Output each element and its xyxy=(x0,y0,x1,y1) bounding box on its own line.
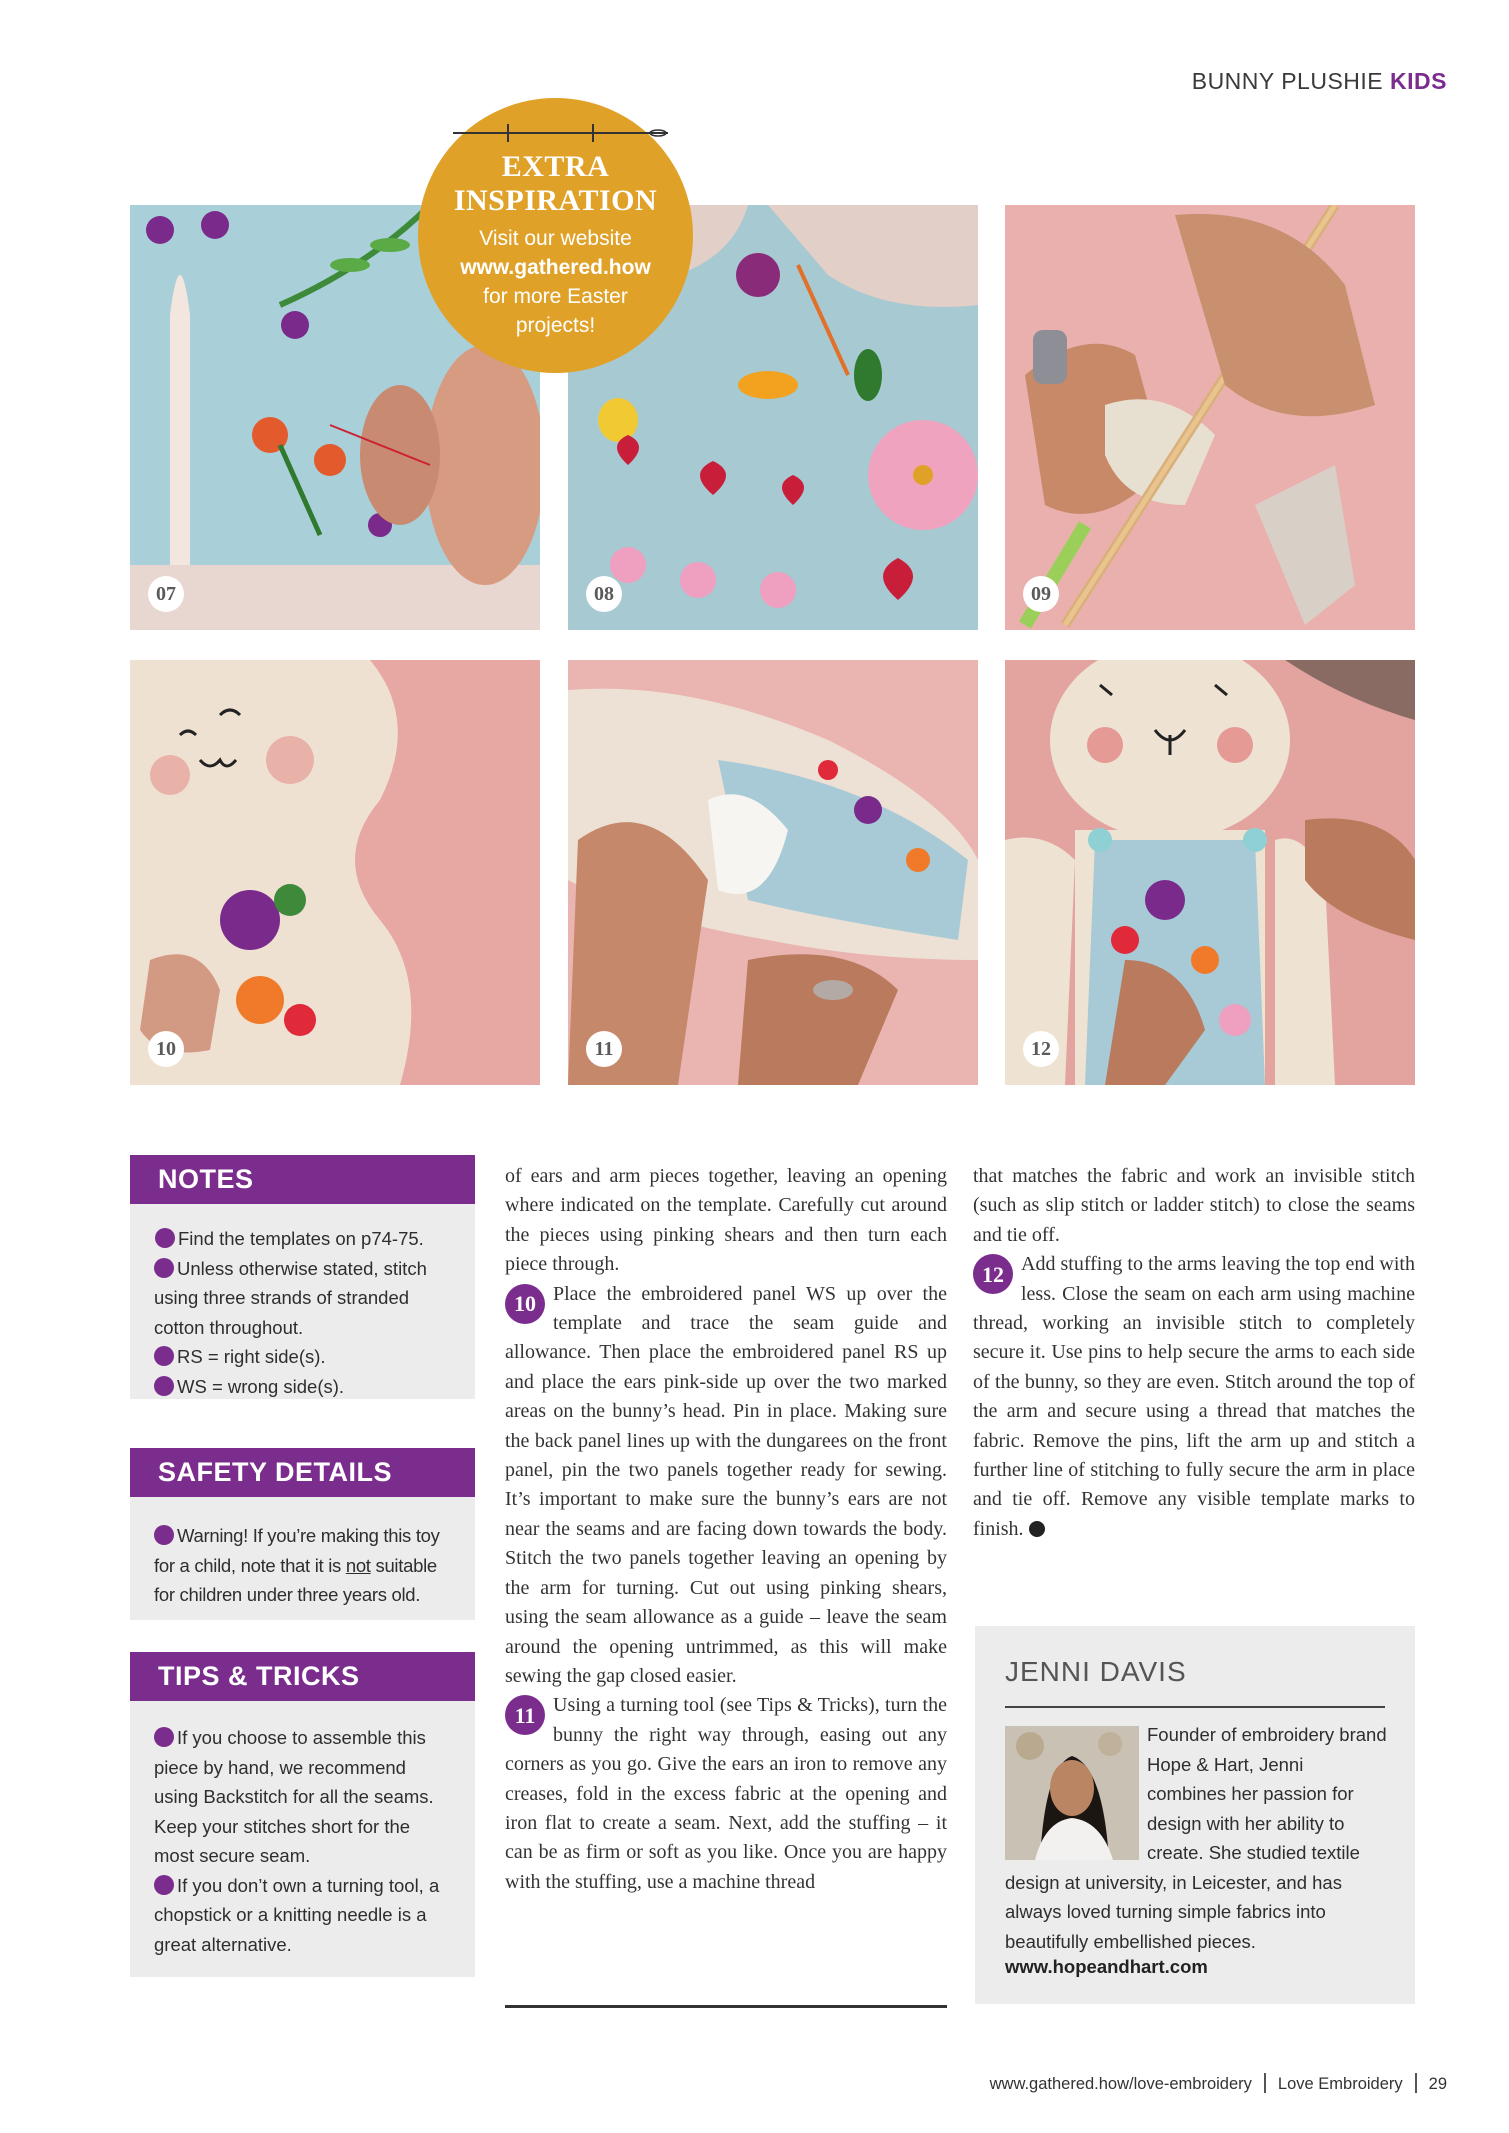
end-mark-icon xyxy=(1029,1521,1045,1537)
notes-item: RS = right side(s). xyxy=(177,1346,326,1367)
bio-text: Founder of embroidery brand Hope & Hart, Jenni combines her passion for design with her ability to create. She studied textile design at university, in Leicester, and has always loved turning simple fabrics into beautifully embellished pieces. xyxy=(1005,1724,1387,1952)
badge-line1: Visit our website xyxy=(479,227,632,250)
bullet-icon xyxy=(154,1346,174,1366)
footer-separator xyxy=(1415,2073,1417,2093)
step-number: 11 xyxy=(586,1031,622,1067)
step-number: 12 xyxy=(1023,1031,1059,1067)
header-section: KIDS xyxy=(1390,68,1447,94)
author-website[interactable]: www.hopeandhart.com xyxy=(1005,1956,1208,1977)
step-11-text: Using a turning tool (see Tips & Tricks), turn the bunny the right way through, easing out any corners as you go. Give the ears an iron to remove any creases, fold in the excess fabric at the opening and iron flat to create a seam. Next, add the stuffing – it can be as firm or soft as you like. Once you are happy with the stuffing, use a machine thread xyxy=(505,1694,947,1893)
author-bio-box xyxy=(975,1626,1415,2004)
step-badge-11: 11 xyxy=(505,1695,545,1735)
body-column-2 xyxy=(973,1162,1415,1544)
step-photo-09 xyxy=(1005,205,1415,630)
header-title: BUNNY PLUSHIE xyxy=(1191,68,1384,94)
notes-item: WS = wrong side(s). xyxy=(177,1375,345,1397)
safety-title: SAFETY DETAILS xyxy=(130,1448,475,1497)
bullet-icon xyxy=(154,1376,174,1396)
step-10-text: Place the embroidered panel WS up over the template and trace the seam guide and allowance. Then place the embroidered panel RS up and place the ears pink-side up over the two marked areas on the bunny’s head. Pin in place. Making sure the back panel lines up with the dungarees on the front panel, pin the two panels together ready for sewing. It’s important to make sure the bunny’s ears are not near the seams and are facing down towards the body. Stitch the two panels together leaving an opening by the arm for turning. Cut out using pinking shears, using the seam allowance as a guide – leave the seam around the opening untrimmed, as this will make sewing the gap closed easier. xyxy=(505,1282,947,1687)
page-footer xyxy=(990,2073,1447,2094)
step-number: 07 xyxy=(148,576,184,612)
notes-box xyxy=(130,1155,475,1399)
body-intro: of ears and arm pieces together, leaving an opening where indicated on the template. Carefully cut around the pieces using pinking shears and then turn each piece through. xyxy=(505,1165,947,1276)
badge-title-line1: EXTRA xyxy=(501,150,610,183)
badge-line4: projects! xyxy=(515,314,596,337)
needle-icon xyxy=(448,122,673,144)
author-bio-text xyxy=(1005,1720,1387,1956)
safety-text-before: Warning! If you’re making this toy for a child, note that it is xyxy=(154,1525,440,1576)
step-12-text: Add stuffing to the arms leaving the top end with less. Close the seam on each arm using machine thread, working an invisible stitch to completely secure it. Use pins to help secure the arms to each side of the bunny, so they are even. Stitch around the top of the arm and secure using a thread that matches the fabric. Remove the pins, lift the arm up and stitch a further line of stitching to fully secure the arm in place and tie off. Remove any visible template marks to finish. xyxy=(973,1253,1415,1540)
notes-title: NOTES xyxy=(130,1155,475,1204)
badge-line3: for more Easter xyxy=(483,285,628,308)
tips-item: If you don’t own a turning tool, a chopstick or a knitting needle is a great alternative. xyxy=(154,1874,440,1955)
tips-item: If you choose to assemble this piece by hand, we recommend using Backstitch for all the seams. Keep your stitches short for the most secure seam. xyxy=(154,1727,434,1866)
footer-url[interactable]: www.gathered.how/love-embroidery xyxy=(989,2075,1252,2093)
step-number: 09 xyxy=(1023,576,1059,612)
footer-separator xyxy=(1264,2073,1266,2093)
safety-box xyxy=(130,1448,475,1620)
step-badge-12: 12 xyxy=(973,1254,1013,1294)
badge-title-line2: INSPIRATION xyxy=(453,184,658,217)
tips-title: TIPS & TRICKS xyxy=(130,1652,475,1701)
notes-item: Unless otherwise stated, stitch using three strands of stranded cotton throughout. xyxy=(154,1257,427,1338)
bullet-icon xyxy=(154,1525,174,1545)
badge-website[interactable]: www.gathered.how xyxy=(460,256,651,279)
step-photo-10 xyxy=(130,660,540,1085)
tips-box xyxy=(130,1652,475,1977)
bio-divider xyxy=(1005,1706,1385,1708)
notes-item: Find the templates on p74-75. xyxy=(178,1228,424,1249)
step-number: 08 xyxy=(586,576,622,612)
bullet-icon xyxy=(154,1875,174,1895)
author-name: JENNI DAVIS xyxy=(1005,1656,1187,1687)
column-rule xyxy=(505,2005,947,2008)
bullet-icon xyxy=(154,1727,174,1747)
body-column-1 xyxy=(505,1162,947,1897)
safety-text-underline: not xyxy=(345,1554,371,1576)
bullet-icon xyxy=(154,1258,174,1278)
page-number: 29 xyxy=(1428,2075,1447,2093)
safety-text-after: suitable for children under three years old. xyxy=(154,1554,437,1605)
bullet-icon xyxy=(155,1228,175,1248)
running-header xyxy=(1192,68,1447,95)
footer-magazine: Love Embroidery xyxy=(1277,2075,1403,2093)
step-number: 10 xyxy=(148,1031,184,1067)
step-badge-10: 10 xyxy=(505,1284,545,1324)
step-photo-11 xyxy=(568,660,978,1085)
step-photo-12 xyxy=(1005,660,1415,1085)
col2-intro: that matches the fabric and work an invisible stitch (such as slip stitch or ladder stitch) to close the seams and tie off. xyxy=(973,1165,1415,1246)
